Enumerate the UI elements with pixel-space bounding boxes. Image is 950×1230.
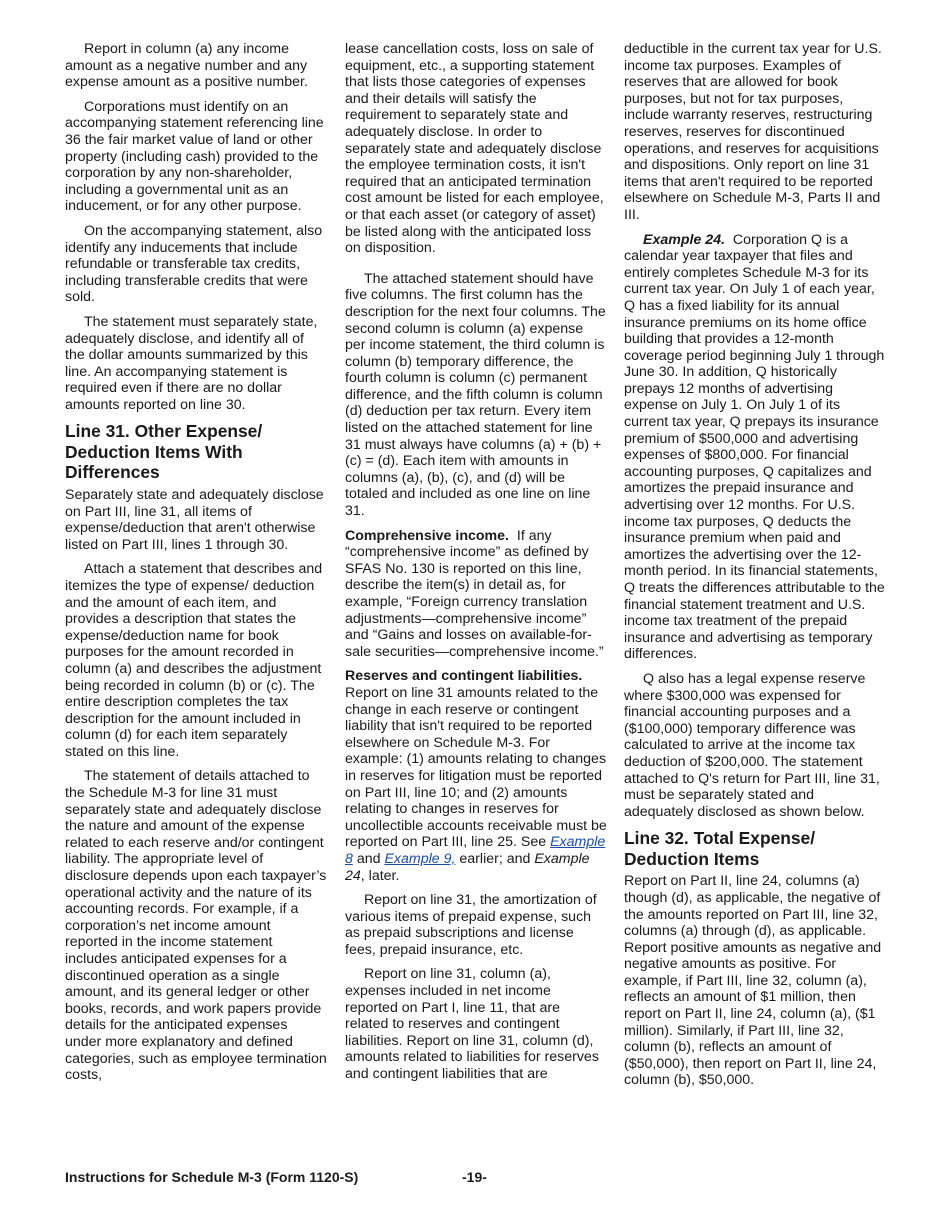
column-right (624, 41, 886, 1097)
example-heading: Example 24. (643, 231, 726, 248)
column-middle (345, 41, 607, 1091)
comprehensive-income-paragraph (345, 528, 607, 661)
paragraph: Q also has a legal expense reserve where $300,000 was expensed for financial accounting purposes and a ($100,000) temporary difference was calculated to arrive at the income tax deduction of $200,000. The statement attached to Q's return for Part III, line 31, must be separately stated and adequately disclosed as shown below. (624, 670, 880, 820)
run-in-heading: Comprehensive income. (345, 527, 509, 544)
conjunction: and (356, 850, 381, 867)
paragraph: The statement must separately state, adequately disclose, and identify all of the dollar amounts summarized by this line. An accompanying statement is required even if there are no dollar amounts reported on line 30. (65, 313, 318, 413)
page-number: -19- (462, 1169, 487, 1185)
paragraph: Report in column (a) any income amount as a negative number and any expense amount as a positive number. (65, 41, 308, 91)
paragraph: The attached statement should have five columns. The first column has the description for the next four columns. The second column is column (a) expense per income statement, the third column is column (b) temporary difference, the fourth column is column (c) permanent difference, and the fifth column is column (d) deduction per tax return. Every item listed on the attached statement for line 31 must always have columns (a) + (b) + (c) = (d). Each item with amounts in columns (a), (b), (c), and (d) will be totaled and included as one line on line 31. (345, 270, 606, 520)
example-24-reference: Example 24 (345, 850, 590, 884)
paragraph: Report on line 31, column (a), expenses included in net income reported on Part I, line 11, that are related to reserves and contingent liabilities. Report on line 31, column (d), amounts related to liabilities for reserves and contingent liabilities that are (345, 966, 599, 1083)
example-9-link[interactable]: Example 9, (384, 850, 456, 867)
example-24-paragraph (624, 232, 886, 663)
paragraph: The statement of details attached to the Schedule M-3 for line 31 must separately state and adequately disclose the nature and amount of the expense related to each reserve and/or contingent liability. The appropriate level of disclosure depends upon each taxpayer’s operational activity and the nature of its accounting records. For example, if a corporation’s net income amount reported in the income statement includes anticipated expenses for a discontinued operation as a single amount, and its general ledger or other books, records, and work papers provide details for the anticipated expenses under more explanatory and defined categories, such as employee termination costs, (65, 768, 327, 1084)
text-fragment: earlier; and (459, 850, 531, 867)
paragraph: Report on Part II, line 24, columns (a) though (d), as applicable, the negative of the amounts reported on Part III, line 32, columns (a) through (d), as applicable. Report positive amounts as negative and negative amounts as positive. For example, if Part III, line 32, column (a), reflects an amount of $1 million, then report on Part II, line 24, column (a), ($1 million). Similarly, if Part III, line 32, column (b), reflects an amount of ($50,000), then report on Part II, line 24, column (b), $50,000. (624, 873, 882, 1089)
column-left (65, 41, 327, 1092)
paragraph: lease cancellation costs, loss on sale of equipment, etc., a supporting statement that lists those categories of expenses and their details will satisfy the requirement to separately state and adequately disclose. In order to separately state and adequately disclose the employee termination costs, it isn't required that an anticipated termination cost amount be listed for each employee, or that each asset (or category of asset) be listed along with the anticipated loss on disposition. (345, 41, 604, 257)
footer-title: Instructions for Schedule M-3 (Form 1120-S) (65, 1169, 359, 1185)
paragraph-body: Corporation Q is a calendar year taxpayer that files and entirely completes Schedule M-3 for its current tax year. On July 1 of each year, Q has a fixed liability for its annual insurance premiums on its home office building that provides a 12-month coverage period beginning July 1 through June 30. In addition, Q historically prepays 12 months of advertising expense on July 1. On July 1 of its current tax year, Q prepays its insurance premium of $500,000 and advertising expenses of $800,000. For financial accounting purposes, Q capitalizes and amortizes the prepaid insurance and advertising over 12 months. For U.S. income tax purposes, Q deducts the insurance premium when paid and amortizes the advertising over the 12-month period. In its financial statements, Q treats the differences attributable to the financial statement treatment and U.S. income tax treatment of the prepaid insurance and advertising as temporary differences. (624, 231, 885, 663)
run-in-heading: Reserves and contingent liabilities. (345, 668, 583, 685)
section-heading-line-32: Line 32. Total Expense/ Deduction Items (624, 828, 816, 869)
reserves-paragraph (345, 668, 607, 884)
paragraph: deductible in the current tax year for U.S. income tax purposes. Examples of reserves that are allowed for book purposes, but not for tax purposes, include warranty reserves, restructuring reserves, reserves for discontinued operations, and reserves for acquisitions and dispositions. Only report on line 31 items that aren't required to be reported elsewhere on Schedule M-3, Parts II and III. (624, 41, 882, 223)
paragraph-body: If any “comprehensive income” as defined by SFAS No. 130 is reported on this line, describe the item(s) in detail as, for example, “Foreign currency translation adjustments—comprehensive income” and “Gains and losses on available-for-sale securities—comprehensive income.” (345, 527, 604, 660)
paragraph: Report on line 31, the amortization of various items of prepaid expense, such as prepaid subscriptions and license fees, prepaid insurance, etc. (345, 892, 597, 958)
paragraph: On the accompanying statement, also identify any inducements that include refundable or transferable tax credits, including transferable credits that were sold. (65, 222, 323, 306)
paragraph: Separately state and adequately disclose on Part III, line 31, all items of expense/deduction that aren't otherwise listed on Part III, lines 1 through 30. (65, 486, 324, 553)
paragraph: Attach a statement that describes and itemizes the type of expense/ deduction and the amount of each item, and provides a description that states the expense/deduction name for book purposes for the amount recorded in column (a) and describes the adjustment being recorded in column (b) or (c). The entire description completes the tax description for the amount included in column (d) for each item separately stated on this line. (65, 561, 323, 760)
section-heading-line-31: Line 31. Other Expense/ Deduction Items With Differences (65, 421, 263, 483)
paragraph-body: Report on line 31 amounts related to the change in each reserve or contingent liability that isn't required to be reported elsewhere on Schedule M-3. For example: (1) amounts relating to changes in reserves for litigation must be reported on Part III, line 10; and (2) amounts relating to changes in reserves for uncollectible accounts receivable must be reported on Part III, line 25. See (345, 684, 607, 851)
text-fragment: , later. (360, 867, 400, 884)
example-8-link[interactable]: Example 8 (345, 834, 606, 867)
paragraph: Corporations must identify on an accompanying statement referencing line 36 the fair market value of land or other property (including cash) provided to the corporation by any non-shareholder, including a governmental unit as an inducement, or for any other purpose. (65, 98, 324, 215)
